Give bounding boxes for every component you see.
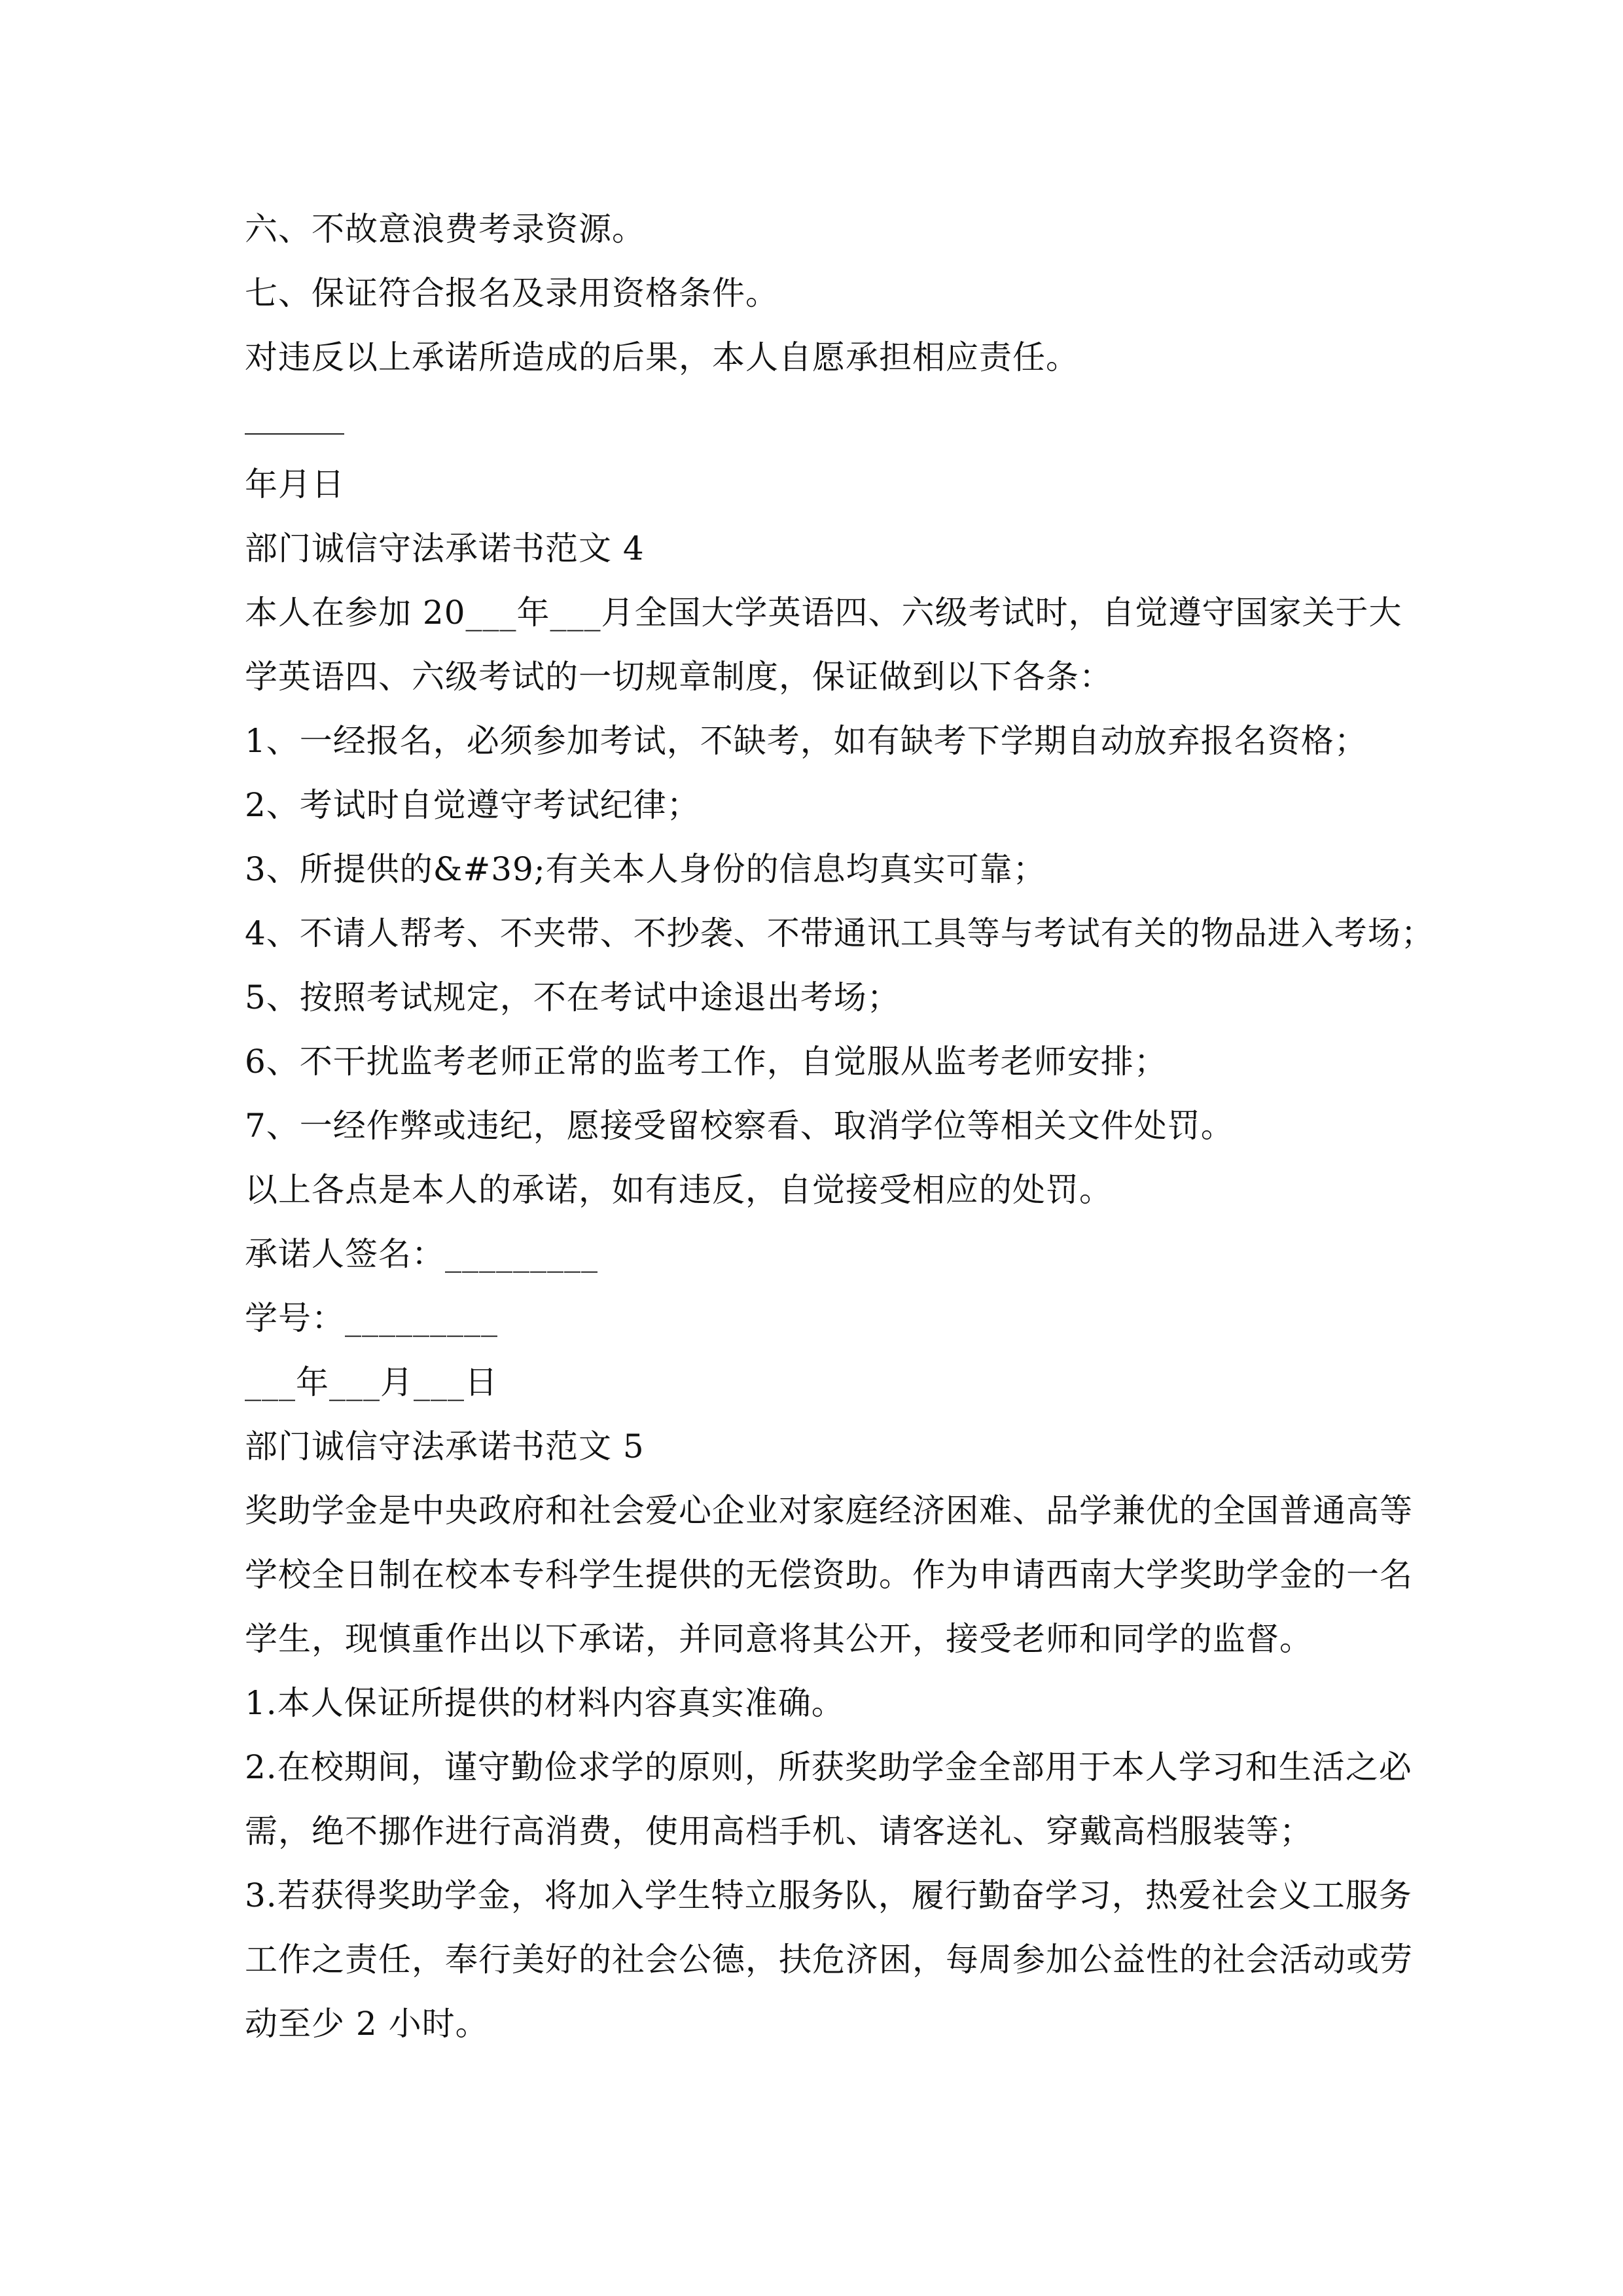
text-line: 六、不故意浪费考录资源。 [245,210,645,248]
list-item: 4、不请人帮考、不夹带、不抄袭、不带通讯工具等与考试有关的物品进入考场； [245,914,1435,952]
list-item: 7、一经作弊或违纪，愿接受留校察看、取消学位等相关文件处罚。 [245,1107,1234,1145]
list-item: 3.若获得奖助学金，将加入学生特立服务队，履行勤奋学习，热爱社会义工服务 [245,1876,1412,1914]
section-heading: 部门诚信守法承诺书范文 4 [245,529,645,567]
text-line: 本人在参加 20___年___月全国大学英语四、六级考试时，自觉遵守国家关于大 [245,594,1402,632]
signature-line [245,433,344,435]
text-line: 需，绝不挪作进行高消费，使用高档手机、请客送礼、穿戴高档服装等； [245,1812,1313,1850]
text-line: 学英语四、六级考试的一切规章制度，保证做到以下各条： [245,658,1113,696]
text-line: 以上各点是本人的承诺，如有违反，自觉接受相应的处罚。 [245,1171,1113,1209]
text-line: 学生，现慎重作出以下承诺，并同意将其公开，接受老师和同学的监督。 [245,1620,1313,1658]
list-item: 6、不干扰监考老师正常的监考工作，自觉服从监考老师安排； [245,1043,1168,1081]
section-heading: 部门诚信守法承诺书范文 5 [245,1427,645,1465]
text-line: 奖助学金是中央政府和社会爱心企业对家庭经济困难、品学兼优的全国普通高等 [245,1492,1413,1530]
text-line: 对违反以上承诺所造成的后果，本人自愿承担相应责任。 [245,338,1079,376]
date-field: ___年___月___日 [245,1363,498,1401]
list-item: 2.在校期间，谨守勤俭求学的原则，所获奖助学金全部用于本人学习和生活之必 [245,1748,1412,1786]
signature-field: 承诺人签名：_________ [245,1235,598,1273]
list-item: 1.本人保证所提供的材料内容真实准确。 [245,1684,845,1722]
text-line: 学校全日制在校本专科学生提供的无偿资助。作为申请西南大学奖助学金的一名 [245,1556,1413,1594]
text-line: 七、保证符合报名及录用资格条件。 [245,274,779,312]
text-line: 动至少 2 小时。 [245,2005,489,2043]
list-item: 1、一经报名，必须参加考试，不缺考，如有缺考下学期自动放弃报名资格； [245,722,1368,760]
student-id-field: 学号：_________ [245,1299,498,1337]
list-item: 3、所提供的&#39;有关本人身份的信息均真实可靠； [245,850,1046,888]
text-line: 工作之责任，奉行美好的社会公德，扶危济困，每周参加公益性的社会活动或劳 [245,1941,1413,1979]
list-item: 5、按照考试规定，不在考试中途退出考场； [245,978,901,1016]
date-line: 年月日 [245,465,345,503]
list-item: 2、考试时自觉遵守考试纪律； [245,786,700,824]
